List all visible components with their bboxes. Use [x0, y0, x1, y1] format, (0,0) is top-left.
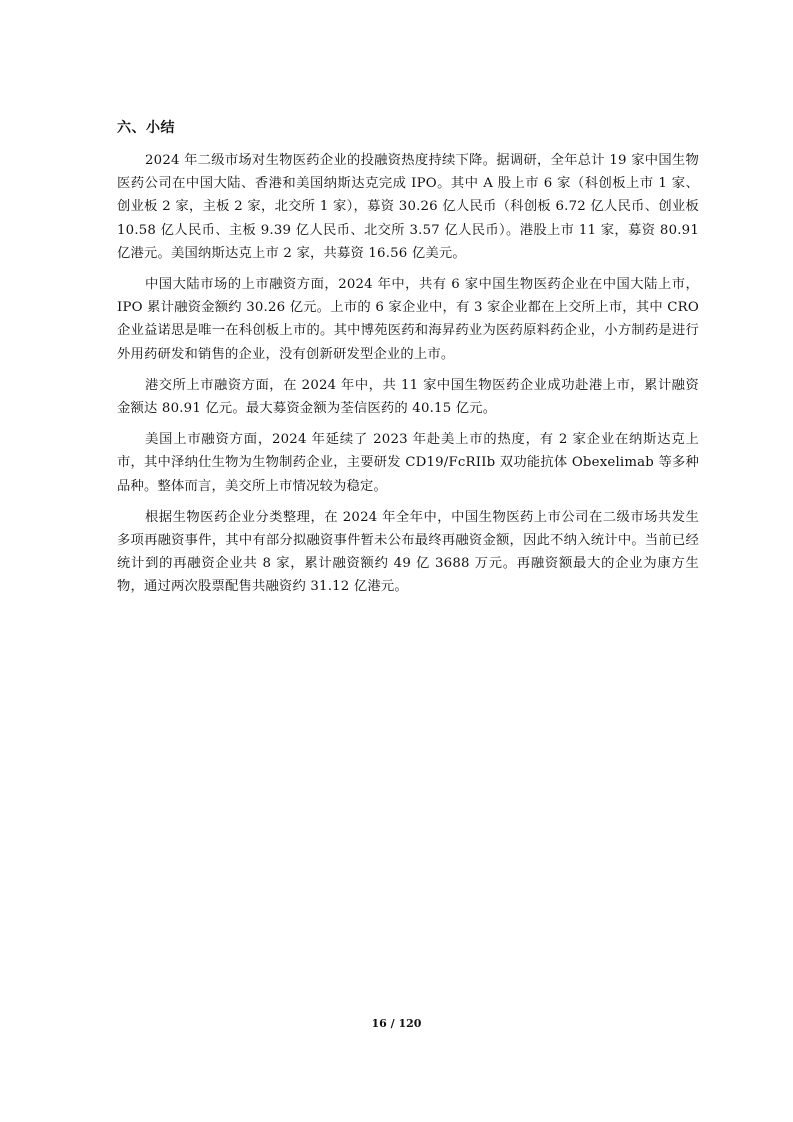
- section-heading: 六、小结: [117, 120, 175, 136]
- page-number: 16 / 120: [371, 1017, 422, 1030]
- paragraph-refinancing: 根据生物医药企业分类整理，在 2024 年全年中，中国生物医药上市公司在二级市场共发生多项再融资事件，其中有部分拟融资事件暂未公布最终再融资金额，因此不纳入统计中。当前已经统计到的再融资企业共 8 家，累计融资额约 49 亿 3688 万元。再融资额最大的企业为康方生物，通过两次股票配售共融资约 31.12 亿港元。: [117, 509, 699, 595]
- paragraph-us-market: 美国上市融资方面，2024 年延续了 2023 年赴美上市的热度，有 2 家企业在纳斯达克上市，其中泽纳仕生物为生物制药企业，主要研发 CD19/FcRIIb 双功能抗体 Obexelimab 等多种品种。整体而言，美交所上市情况较为稳定。: [117, 432, 699, 494]
- paragraph-hkex-market: 港交所上市融资方面，在 2024 年中，共 11 家中国生物医药企业成功赴港上市，累计融资金额达 80.91 亿元。最大募资金额为荃信医药的 40.15 亿元。: [117, 377, 699, 417]
- body-text: [117, 149, 699, 607]
- paragraph-mainland-market: 中国大陆市场的上市融资方面，2024 年中，共有 6 家中国生物医药企业在中国大陆上市，IPO 累计融资金额约 30.26 亿元。上市的 6 家企业中，有 3 家企业都在上交所上市，其中 CRO 企业益诺思是唯一在科创板上市的。其中博苑医药和海昇药业为医药原料药企业，小方制药是进行外用药研发和销售的企业，没有创新研发型企业的上市。: [117, 277, 699, 362]
- paragraph-ipo-summary: 2024 年二级市场对生物医药企业的投融资热度持续下降。据调研，全年总计 19 家中国生物医药公司在中国大陆、香港和美国纳斯达克完成 IPO。其中 A 股上市 6 家（科创板上市 1 家、创业板 2 家，主板 2 家，北交所 1 家），募资 30.26 亿人民币（科创板 6.72 亿人民币、创业板 10.58 亿人民币、主板 9.39 亿人民币、北交所 3.57 亿人民币）。港股上市 11 家，募资 80.91 亿港元。美国纳斯达克上市 2 家，共募资 16.56 亿美元。: [117, 153, 699, 261]
